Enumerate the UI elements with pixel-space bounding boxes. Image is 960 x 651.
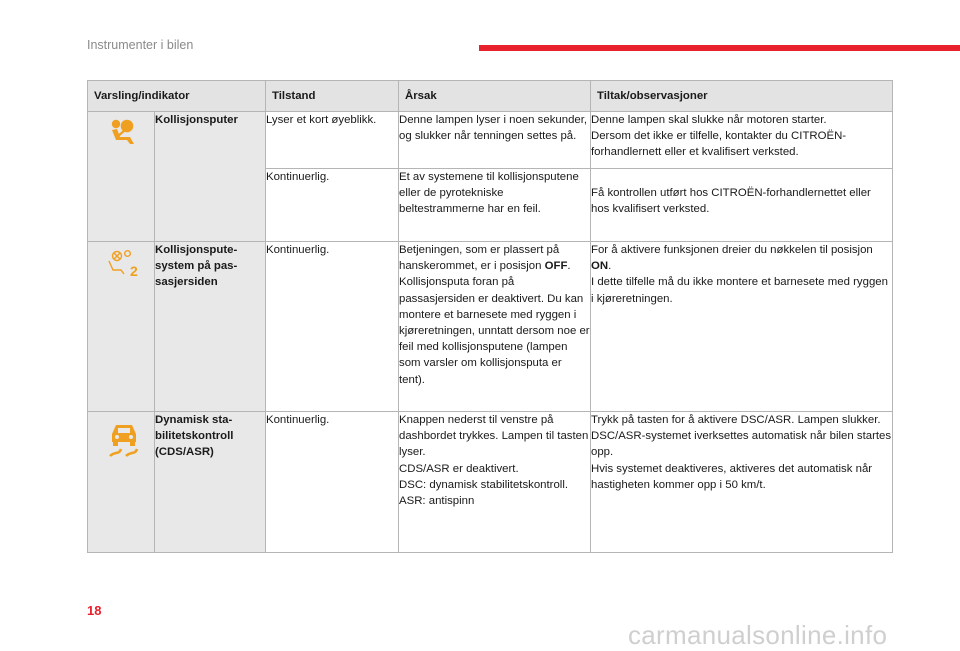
section-accent-bar [479, 45, 960, 51]
column-header-cause: Årsak [399, 81, 591, 112]
action-line: Trykk på tasten for å aktivere DSC/ASR. Lampen slukker. [591, 414, 881, 426]
cause-cell: Denne lampen lyser i noen sekunder, og slukker når tenningen settes på. [399, 112, 591, 169]
action-line: Dersom det ikke er tilfelle, kontakter du CITROËN-forhandlernett eller et kvalifisert verksted. [591, 130, 847, 159]
table-header-row [88, 81, 893, 112]
svg-text:2: 2 [130, 263, 138, 278]
table-row [88, 412, 893, 553]
column-header-indicator: Varsling/indikator [88, 81, 266, 112]
cause-text: Kollisjonsputa foran på passasjersiden er deaktivert. Du kan montere et barnesete med ryggen i kjøreretningen, unntatt dersom noe er feil med kollisjonsputene (lampen som varsler om kollisjonsputa er tent). [399, 276, 590, 386]
status-cell: Kontinuerlig. [266, 169, 399, 242]
icon-cell [88, 412, 155, 553]
action-line: Denne lampen skal slukke når motoren starter. [591, 114, 827, 126]
action-cell: For å aktivere funksjonen dreier du nøkkelen til posisjon ON. I dette tilfelle må du ikke montere et barnesete med ryggen i kjøreretningen. [591, 242, 893, 412]
action-line: Hvis systemet deaktiveres, aktiveres det automatisk når hastigheten kommer opp i 50 km/t. [591, 462, 873, 491]
watermark: carmanualsonline.info [628, 620, 888, 650]
table-row [88, 112, 893, 169]
indicator-table [87, 80, 893, 553]
page-number: 18 [87, 603, 102, 618]
cause-cell: Et av systemene til kollisjonsputene eller de pyrotekniske beltestrammerne har en feil. [399, 169, 591, 242]
action-cell [591, 412, 893, 553]
indicator-name: Dynamisk sta-bilitetskontroll (CDS/ASR) [155, 412, 266, 553]
status-cell: Kontinuerlig. [266, 412, 399, 553]
table-row [88, 242, 893, 412]
indicator-name: Kollisjonspute-system på pas-sasjersiden [155, 242, 266, 412]
action-line: DSC/ASR-systemet iverksettes automatisk når bilen startes opp. [591, 430, 892, 459]
action-cell: Få kontrollen utført hos CITROËN-forhandlernettet eller hos kvalifisert verksted. [591, 169, 893, 242]
section-title: Instrumenter i bilen [87, 38, 194, 52]
status-cell: Lyser et kort øyeblikk. [266, 112, 399, 169]
action-cell [591, 112, 893, 169]
cause-line: Knappen nederst til venstre på dashbordet trykkes. Lampen til tasten lyser. [399, 414, 589, 459]
airbag-warning-icon [107, 116, 141, 146]
indicator-name: Kollisjonsputer [155, 112, 266, 242]
cause-line: ASR: antispinn [399, 495, 475, 508]
cause-cell: Betjeningen, som er plassert på hanskerommet, er i posisjon OFF. Kollisjonsputa foran på passasjersiden er deaktivert. Du kan montere et barnesete med ryggen i kjøreretningen, unntatt dersom noe er feil med kollisjonsputene (lampen som varsler om kollisjonsputa er tent). [399, 242, 591, 412]
stability-control-icon [107, 422, 141, 458]
cause-text: Betjeningen, som er plassert på hanskerommet, er i posisjon [399, 244, 560, 273]
column-header-action: Tiltak/observasjoner [591, 81, 893, 112]
cause-line: DSC: dynamisk stabilitetskontroll. [399, 478, 569, 491]
cause-cell [399, 412, 591, 553]
icon-cell [88, 112, 155, 242]
cause-line: CDS/ASR er deaktivert. [399, 462, 519, 475]
passenger-airbag-off-icon [107, 248, 141, 278]
column-header-status: Tilstand [266, 81, 399, 112]
icon-cell [88, 242, 155, 412]
status-cell: Kontinuerlig. [266, 242, 399, 412]
action-text: For å aktivere funksjonen dreier du nøkkelen til posisjon [591, 244, 873, 256]
action-text: I dette tilfelle må du ikke montere et barnesete med ryggen i kjøreretningen. [591, 276, 888, 305]
position-on-label: ON [591, 260, 609, 273]
position-off-label: OFF [544, 260, 568, 273]
